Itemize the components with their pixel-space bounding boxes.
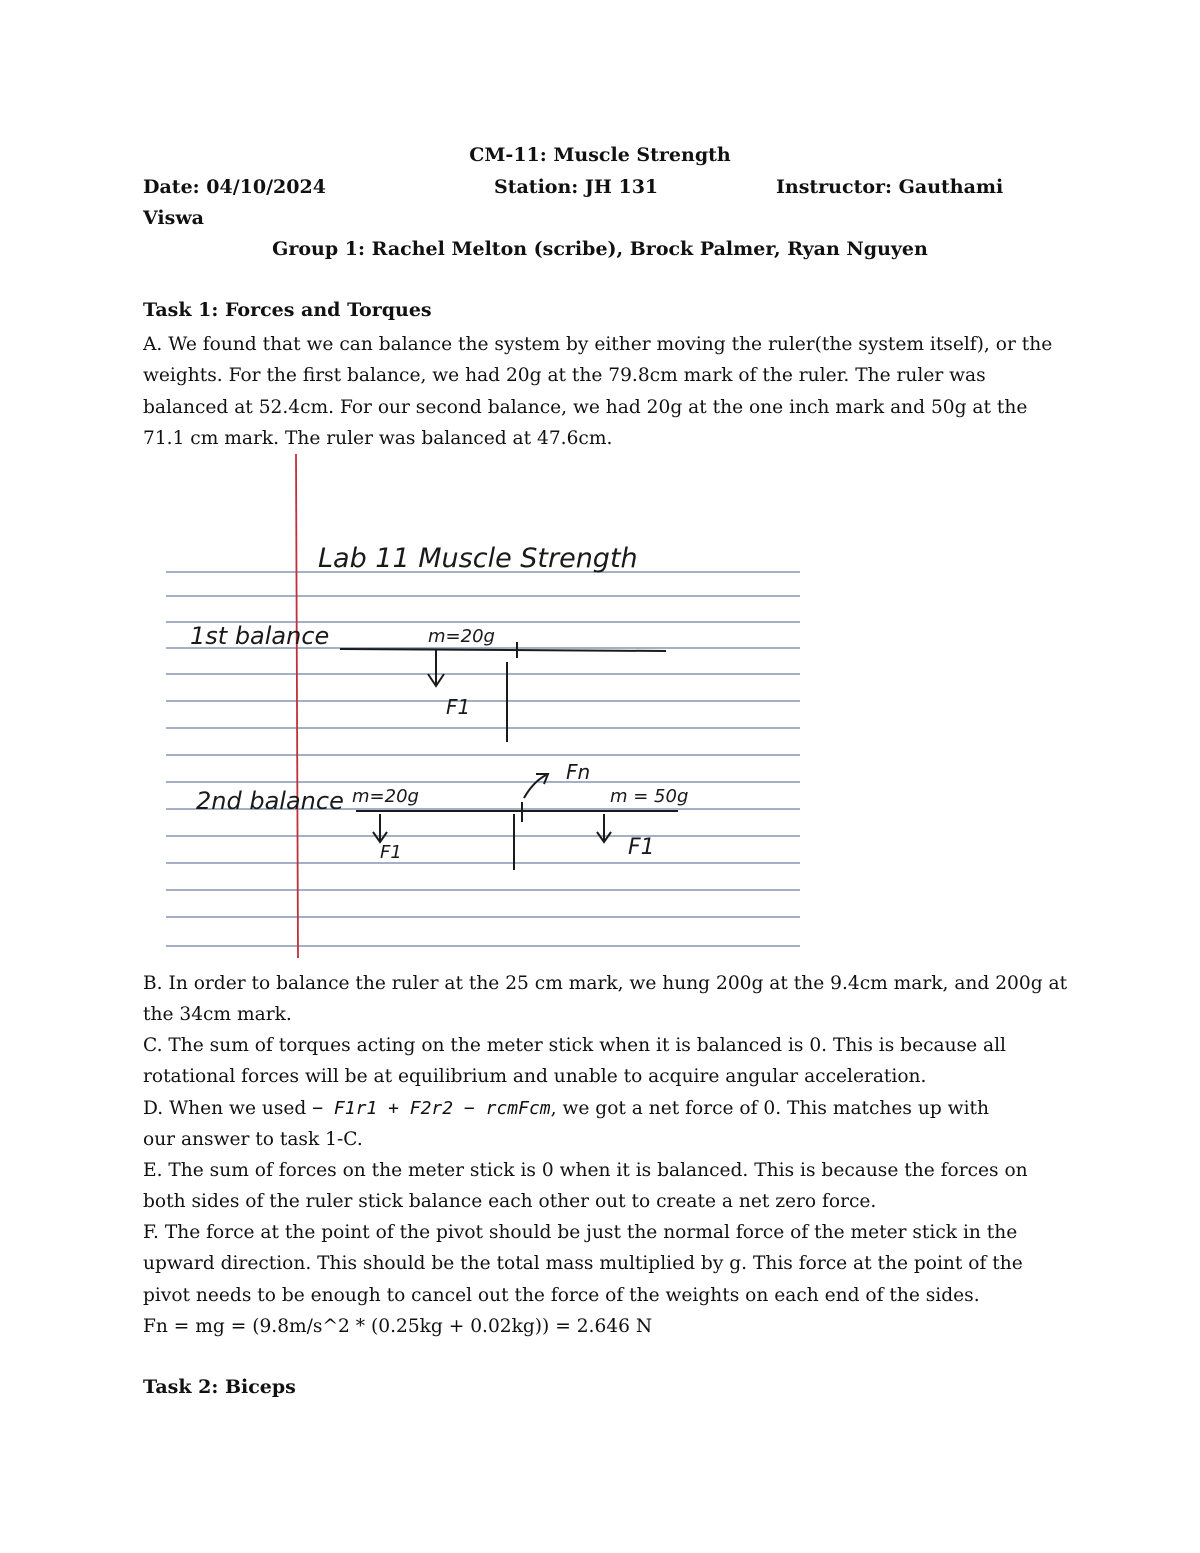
task1-part-e	[143, 1155, 1053, 1218]
task2-heading: Task 2: Biceps	[143, 1376, 296, 1398]
part-f-line: pivot needs to be enough to cancel out the force of the weights on each end of the sides.	[143, 1284, 980, 1306]
part-b-line: the 34cm mark.	[143, 1004, 292, 1026]
station-field: Station: JH 131	[494, 176, 659, 198]
normal-force-label: Fn	[566, 760, 591, 784]
sketch-title: Lab 11 Muscle Strength	[318, 543, 638, 574]
instructor-field: Instructor: Gauthami	[776, 176, 1004, 198]
first-mass-label: m=20g	[428, 626, 495, 647]
task1-part-b	[143, 968, 1068, 1031]
task1-part-a	[143, 329, 1053, 454]
normal-force-equation: Fn = mg = (9.8m/s^2 * (0.25kg + 0.02kg)) = 2.646 N	[143, 1315, 653, 1337]
task1-heading: Task 1: Forces and Torques	[143, 299, 432, 321]
part-b-line: B. In order to balance the ruler at the 25 cm mark, we hung 200g at the 9.4cm mark, and 200g at	[143, 973, 1068, 994]
document-title: CM-11: Muscle Strength	[469, 144, 731, 166]
part-a-line: balanced at 52.4cm. For our second balance, we had 20g at the one inch mark and 50g at the	[143, 396, 1028, 418]
part-d-intro: D. When we used	[143, 1098, 313, 1119]
first-balance-label: 1st balance	[190, 622, 330, 650]
second-mass-left-label: m=20g	[352, 786, 419, 807]
part-c-line: rotational forces will be at equilibrium and unable to acquire angular acceleration.	[143, 1066, 927, 1088]
torque-equation: − F1r1 + F2r2 − rcmFcm	[312, 1098, 551, 1119]
second-force-left-label: F1	[380, 842, 402, 863]
part-a-line: 71.1 cm mark. The ruler was balanced at 47.6cm.	[143, 427, 613, 449]
second-mass-right-label: m = 50g	[610, 786, 689, 807]
part-d-rest: , we got a net force of 0. This matches up with	[550, 1098, 989, 1119]
part-e-line: E. The sum of forces on the meter stick is 0 when it is balanced. This is because the forces on	[143, 1160, 1028, 1181]
second-balance-label: 2nd balance	[196, 787, 344, 815]
notebook-sketch	[158, 452, 808, 960]
part-f-line: F. The force at the point of the pivot should be just the normal force of the meter stick in the	[143, 1222, 1018, 1243]
task1-part-d	[143, 1093, 1053, 1156]
part-c-line: C. The sum of torques acting on the meter stick when it is balanced is 0. This is because all	[143, 1035, 1006, 1056]
task1-part-c	[143, 1030, 1053, 1093]
first-force-label: F1	[446, 695, 471, 719]
group-members: Group 1: Rachel Melton (scribe), Brock Palmer, Ryan Nguyen	[272, 238, 928, 260]
part-d-line: our answer to task 1-C.	[143, 1129, 363, 1151]
part-e-line: both sides of the ruler stick balance each other out to create a net zero force.	[143, 1191, 877, 1213]
date-field: Date: 04/10/2024	[143, 176, 326, 198]
part-a-line: A. We found that we can balance the system by either moving the ruler(the system itself), or the	[143, 334, 1053, 355]
part-a-line: weights. For the first balance, we had 20g at the 79.8cm mark of the ruler. The ruler was	[143, 365, 986, 387]
instructor-continuation: Viswa	[143, 207, 204, 229]
second-force-right-label: F1	[628, 835, 655, 860]
task1-part-f	[143, 1217, 1053, 1342]
part-f-line: upward direction. This should be the total mass multiplied by g. This force at the point of the	[143, 1253, 1023, 1275]
